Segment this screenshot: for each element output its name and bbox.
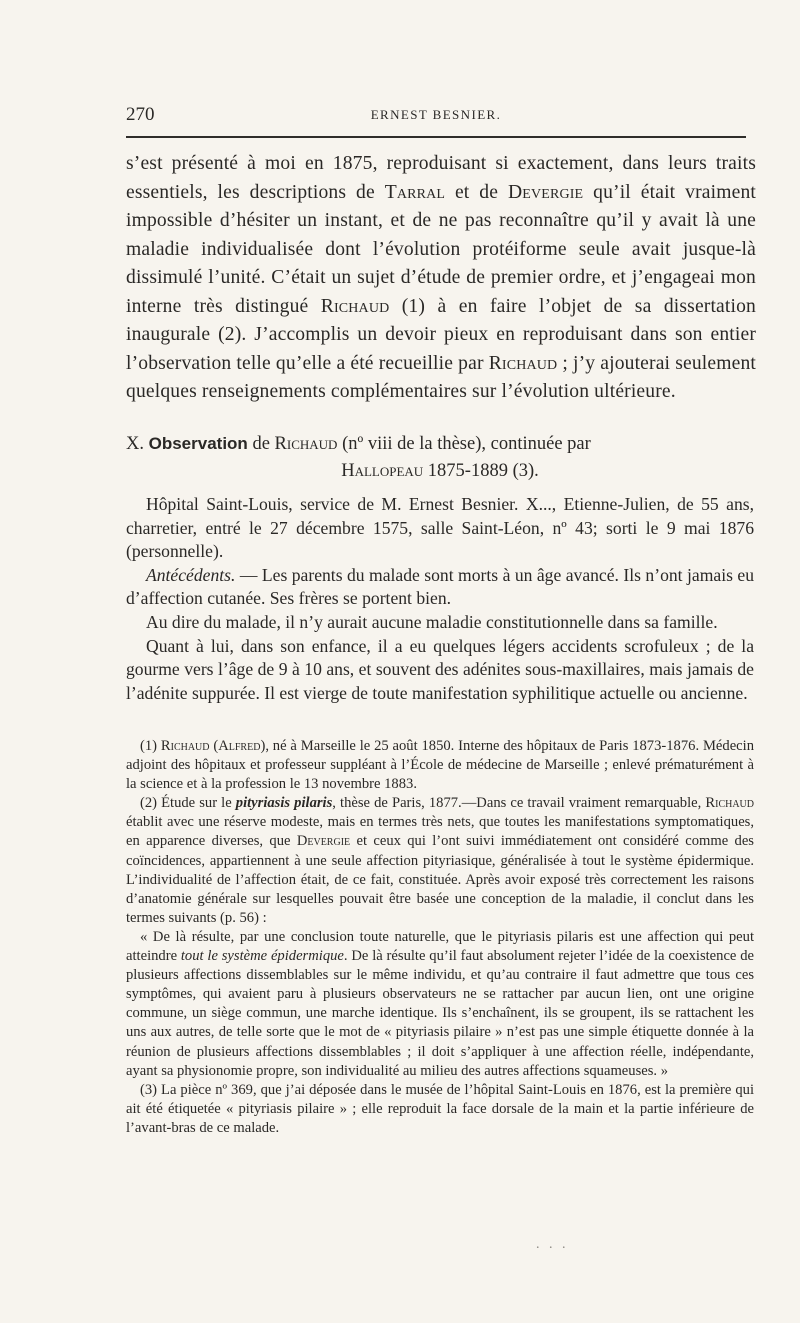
heading-text: de (247, 434, 275, 454)
footer-mark: . . . (536, 1237, 569, 1252)
footnote-text: , thèse de Paris, 1877.—Dans ce travail vraiment remarquable, (332, 795, 706, 812)
intro-text: qu’il était vraiment impossible d’hésiter un instant, et de ne pas reconnaître qu’il y avait là une maladie individualisée dont l’évolution protéiforme seule avait jusque-là dissimulé l’unité. C’était un sujet d’étude de premier ordre, et j’engageai mon interne très distingué (126, 181, 756, 317)
footnote-text: et ceux qui l’ont suivi immédiatement ont considéré comme des coïncidences, appartiennent à une seule affection pityriasique, généralisée à tout le système épidermique. L’individualité de l’affection était, de ce fait, constituée. Après avoir exposé très correctement les raisons d’anatomie générale sur lesquelles pouvait être basée une conception de la maladie, il conclut dans les termes suivants (p. 56) : (126, 833, 754, 926)
observation-heading-line2 (126, 458, 754, 485)
intro-text: (1) à en faire l’objet de sa dissertation inaugurale (2). J’accomplis un devoir pieux en reproduisant dans son entier l’observation telle qu’elle a été recueillie par (126, 295, 756, 374)
intro-paragraph (126, 150, 756, 407)
observation-paragraph: Au dire du malade, il n’y aurait aucune maladie constitutionnelle dans sa famille. (146, 611, 718, 632)
antecedents-paragraph (126, 564, 754, 611)
author-name: Richaud (274, 434, 338, 454)
header-rule (126, 136, 746, 138)
quote-text: . De là résulte qu’il faut absolument rejeter l’idée de la coexistence de plusieurs affections dissemblables sur le même individu, et qu’au contraire il faut admettre que tous ces symptômes, qui avaient paru à plusieurs observateurs ne se rattacher par aucun lien, ont une origine commune, un siège commun, une marche identique. Ils s’enchaînent, ils se groupent, ils se rattachent les uns aux autres, de telle sorte que le mot de « pityriasis pilaire » n’est pas une simple étiquette donnée à la réunion de plusieurs affections dissemblables ; il doit s’appliquer à une affection réelle, indépendante, ayant sa physionomie propre, son individualité au milieu des autres affections squameuses. » (126, 948, 754, 1079)
footnote-text: , né à Marseille le 25 août 1850. Interne des hôpitaux de Paris 1873-1876. Médecin adjoint des hôpitaux et professeur suppléant à l’École de médecine de Marseille ; enlevé prématurément à la science et à la profession le 13 novembre 1883. (126, 738, 755, 793)
heading-dates: 1875-1889 (3). (423, 461, 539, 481)
author-name: Richaud (705, 795, 754, 812)
footnote-marker: (1) (140, 738, 161, 754)
author-name: Richaud (160, 738, 210, 754)
antecedents-text: — Les parents du malade sont morts à un âge avancé. Ils n’ont jamais eu d’affection cutanée. Ses frères se portent bien. (126, 564, 754, 609)
footnote-1: (1) Richaud (Alfred), né à Marseille le 25 août 1850. Interne des hôpitaux de Paris 1873-1876. Médecin adjoint des hôpitaux et professeur suppléant à l’École de médecine de Marseille ; enlevé prématurément à la science et à la profession le 13 novembre 1883. (126, 738, 755, 793)
page-number: 270 (126, 104, 155, 125)
page-header (126, 104, 746, 126)
footnote-text: établit avec une réserve modeste, mais en termes très nets, que toutes les manifestations symptomatiques, en apparence diverses, que (126, 814, 754, 850)
author-name: Devergie (296, 833, 351, 850)
heading-text: (nº viii de la thèse), continuée par (337, 434, 591, 454)
author-name: Devergie (508, 181, 584, 203)
footnotes (126, 737, 754, 1138)
author-firstname: Alfred (218, 738, 261, 754)
observation-numeral: X. (126, 434, 149, 454)
observation-body (126, 493, 754, 705)
footnote-2 (126, 794, 754, 928)
antecedents-label: Antécédents. (146, 564, 236, 585)
running-head: ERNEST BESNIER. (370, 107, 502, 122)
quote-text: « De là résulte, par une conclusion toute naturelle, que le pityriasis pilaris est une affection qui peut atteindre (126, 928, 754, 965)
observation-paragraph: Quant à lui, dans son enfance, il a eu quelques légers accidents scrofuleux ; de la gourme vers l’âge de 9 à 10 ans, et souvent des adénites sous-maxillaires, mais jamais de l’adénite suppurée. Il est vierge de toute manifestation syphilitique actuelle ou ancienne. (126, 635, 754, 703)
footnote-3: (3) La pièce nº 369, que j’ai déposée dans le musée de l’hôpital Saint-Louis en 1876, est la première qui ait été étiquetée « pityriasis pilaire » ; elle reproduit la face dorsale de la main et la partie inférieure de l’avant-bras de ce malade. (126, 1081, 754, 1136)
footnote-marker: (2) Étude sur le (140, 795, 236, 812)
footnote-quote (126, 928, 754, 1081)
observation-paragraph: Hôpital Saint-Louis, service de M. Ernest Besnier. X..., Etienne-Julien, de 55 ans, charretier, entré le 27 décembre 1575, salle Saint-Léon, nº 43; sorti le 9 mai 1876 (personnelle). (126, 494, 754, 562)
thesis-title: pityriasis pilaris (235, 795, 333, 812)
observation-heading-line1 (126, 430, 754, 458)
author-name: Richaud (320, 295, 390, 317)
intro-text: s’est présenté à moi en 1875, reproduisant si exactement, dans leurs traits essentiels, les descriptions de (126, 153, 756, 203)
author-name: Tarral (384, 181, 446, 203)
quote-emphasis: tout le système épidermique (180, 948, 344, 965)
author-name: Hallopeau (341, 461, 424, 481)
author-name: Richaud (488, 352, 558, 374)
intro-paragraph-block (126, 150, 756, 407)
intro-text: et de (445, 181, 508, 203)
observation-heading (126, 430, 754, 485)
intro-text: ; j’y ajouterai seulement quelques renseignements complémentaires sur l’évolution ultérieure. (126, 352, 756, 402)
observation-title: Observation (148, 434, 248, 453)
